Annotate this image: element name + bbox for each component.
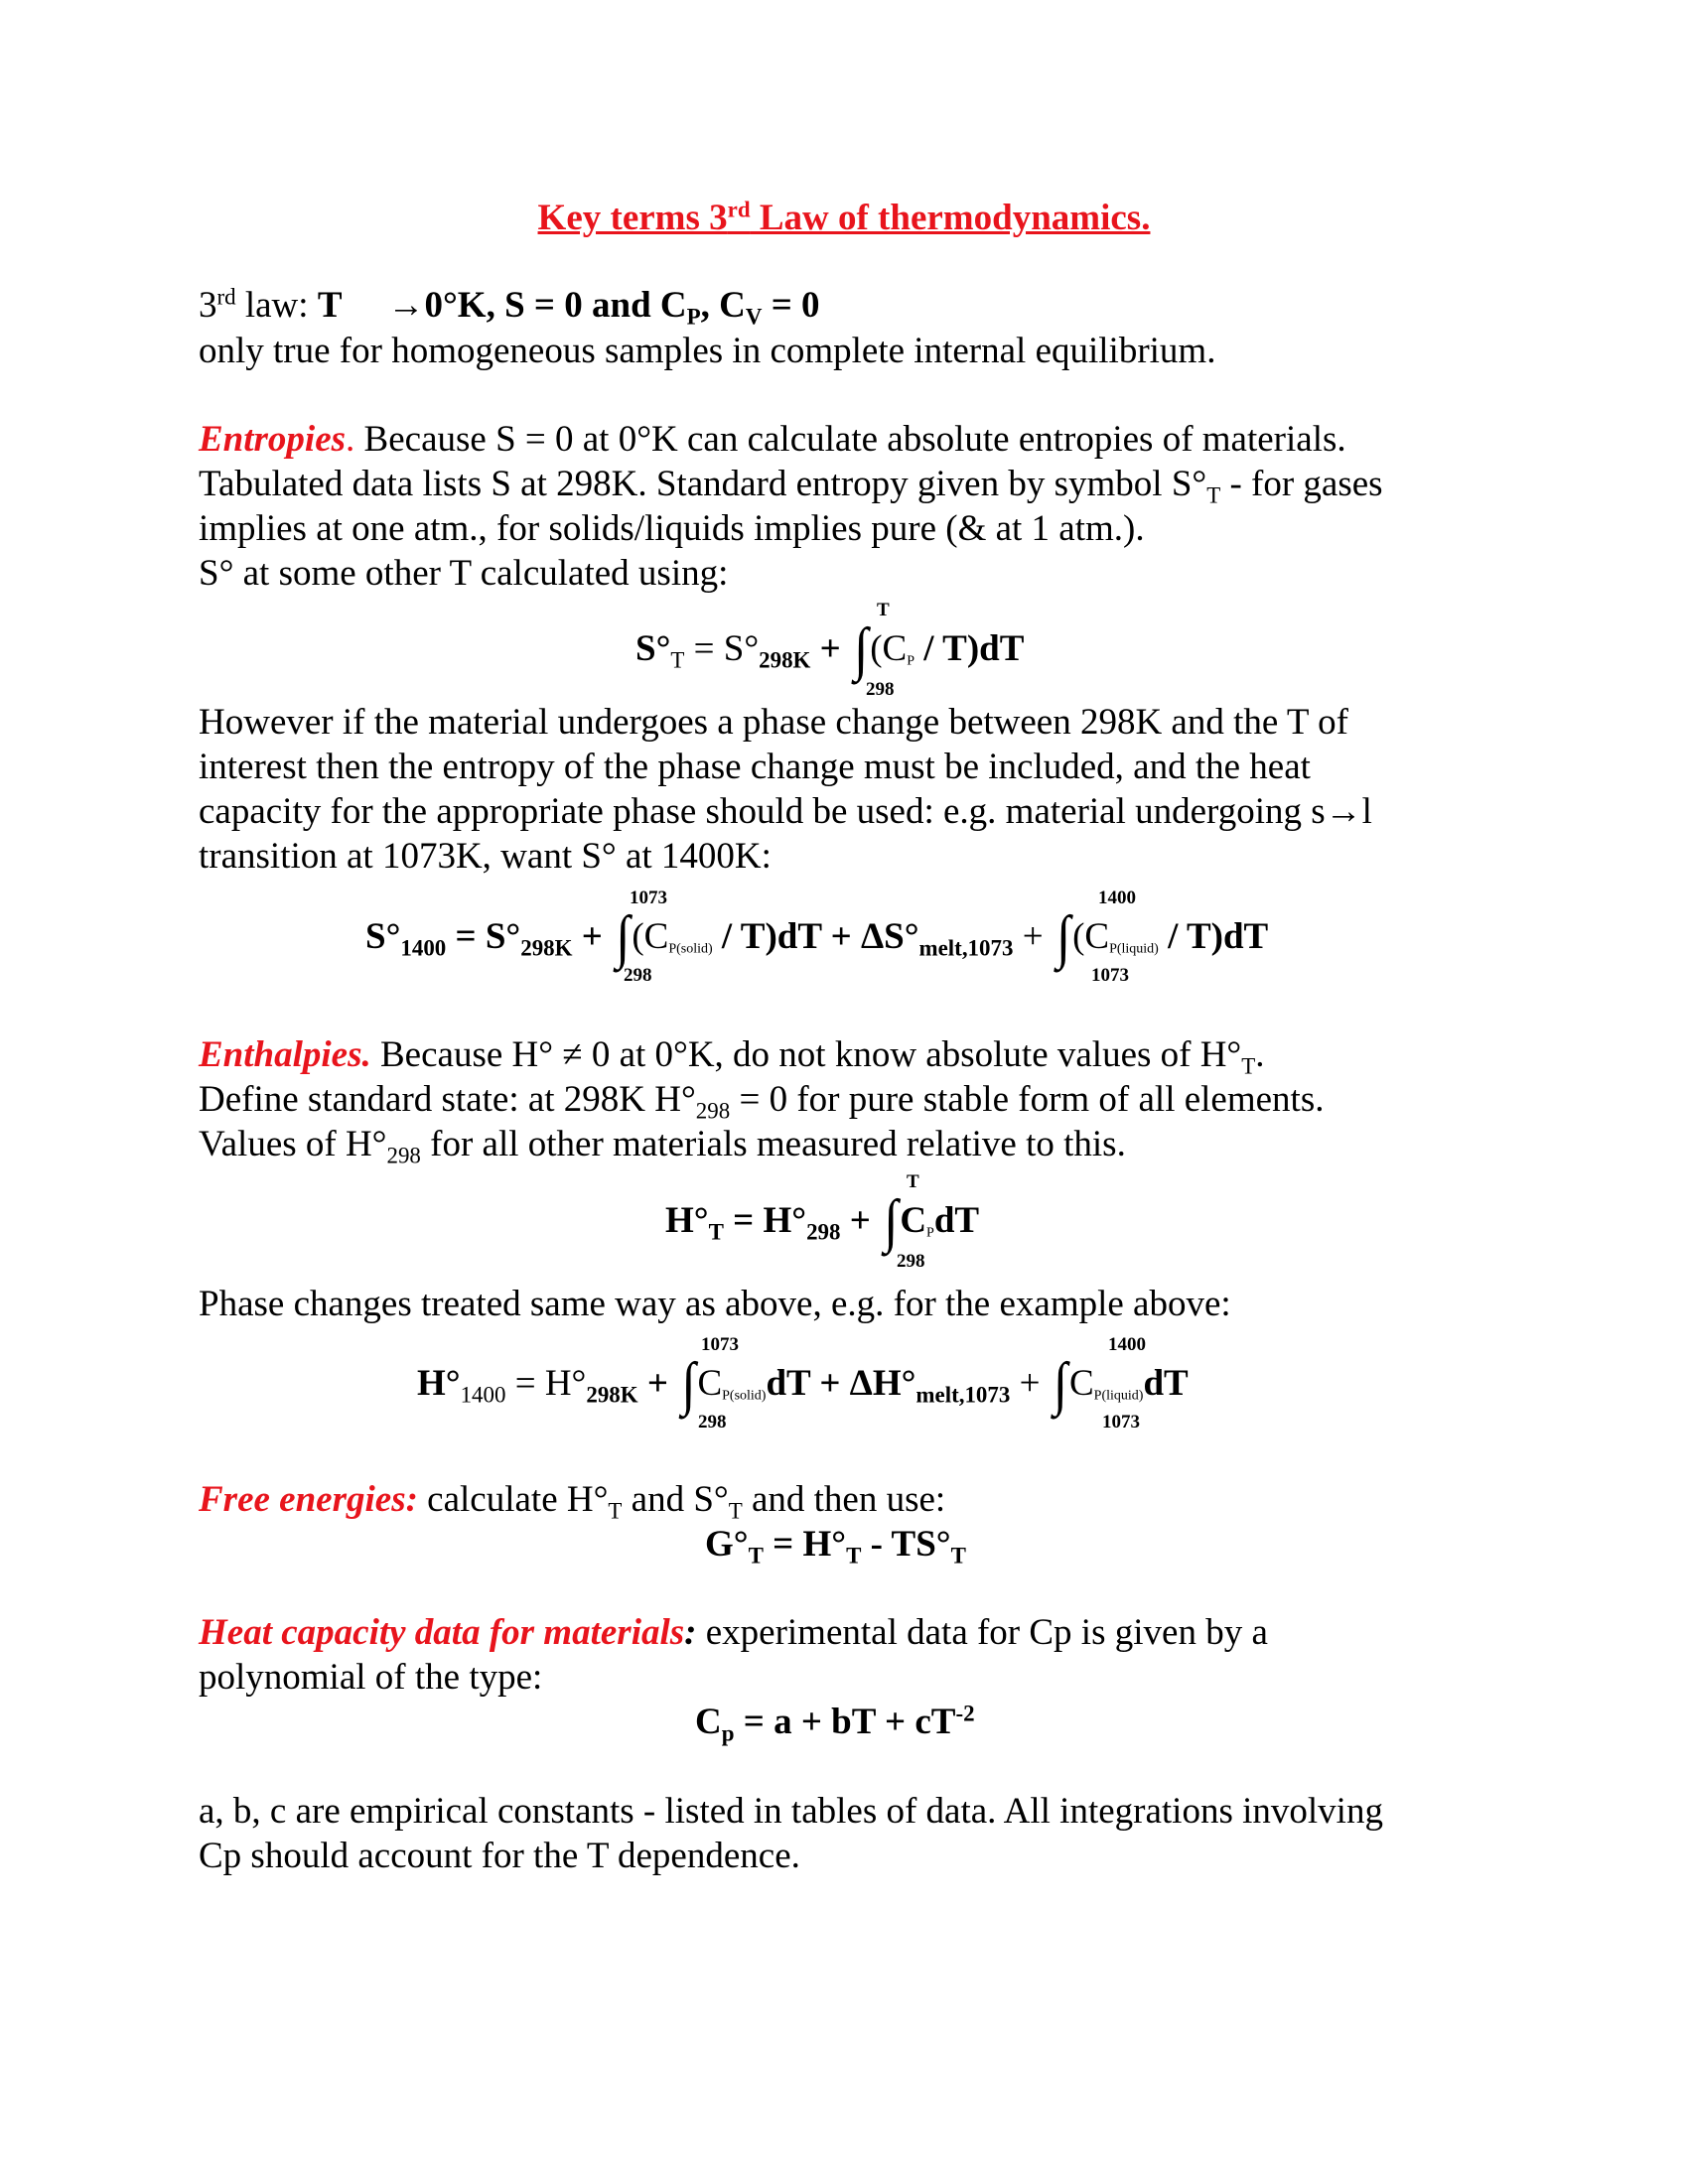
eq-cp-sub: p <box>721 1720 735 1746</box>
eq-integrand-2-sub: P(liquid) <box>1093 1388 1144 1404</box>
title-text-rest: Law of thermodynamics. <box>750 198 1151 238</box>
eq-equals: = H° <box>505 1363 587 1404</box>
page-title <box>0 197 1688 239</box>
eq-ref-sub: 298 <box>806 1219 841 1245</box>
entropies-para2-line-1: However if the material undergoes a phase change between 298K and the T of <box>199 702 1348 743</box>
integral-lower-limit: 298 <box>897 1251 925 1272</box>
enthalpies-line-2 <box>199 1078 1325 1122</box>
integral-sign-icon: ∫ <box>853 616 869 683</box>
arrow-right-icon: → <box>387 285 425 326</box>
enthalpies-text-2b: = 0 for pure stable form of all elements. <box>730 1079 1325 1120</box>
integral-1-lower-limit: 298 <box>624 965 652 986</box>
enthalpies-heading-dot: . <box>361 1034 371 1075</box>
enthalpies-line-3 <box>199 1123 1126 1166</box>
entropy-equation <box>635 616 1025 683</box>
free-energies-sub-t: T <box>728 1498 743 1524</box>
eq-integrand-2-rest: / T)dT <box>1158 916 1269 957</box>
eq-ref-sub: 298K <box>759 647 811 673</box>
eq-lhs-sub: T <box>708 1219 724 1245</box>
eq-integrand-rest: / T)dT <box>914 628 1025 669</box>
free-energies-line-1 <box>199 1478 945 1522</box>
integral-2-lower-limit: 1073 <box>1102 1412 1140 1433</box>
heat-capacity-line-1 <box>199 1611 1268 1655</box>
entropies-text-2b: - for gases <box>1220 464 1383 504</box>
third-law-equals-zero: = 0 <box>762 285 820 326</box>
integral-sign-icon: ∫ <box>1055 904 1071 971</box>
heat-capacity-heading: Heat capacity data for materials <box>199 1612 685 1653</box>
integral-upper-limit: T <box>877 600 890 620</box>
eq-plus: + <box>810 628 850 669</box>
eq-lhs: G° <box>705 1524 749 1565</box>
integral-lower-limit: 298 <box>866 679 895 700</box>
eq-delta-s: + ΔS° <box>821 916 919 957</box>
integral-1-lower-limit: 298 <box>698 1412 727 1433</box>
enthalpies-text-2: Define standard state: at 298K H° <box>199 1079 696 1120</box>
integral-upper-limit: T <box>907 1171 919 1192</box>
entropies-sub-t: T <box>1206 482 1221 508</box>
arrow-right-icon: → <box>1325 791 1362 832</box>
enthalpies-text-1b: . <box>1255 1034 1265 1075</box>
third-law-conditions: 0°K, S = 0 and C <box>424 285 687 326</box>
third-law-cv-sub: V <box>745 304 763 330</box>
entropies-para2-text-3b: l <box>1361 791 1372 832</box>
eq-lhs-sub: T <box>748 1543 764 1569</box>
entropies-line-1 <box>199 418 1346 462</box>
eq-lhs-sub: 1400 <box>460 1382 506 1408</box>
eq-integrand-2: C <box>1068 1363 1094 1404</box>
third-law-number: 3 <box>199 285 217 326</box>
integral-sign-icon: ∫ <box>616 904 631 971</box>
free-energies-text-3: and then use: <box>742 1479 946 1520</box>
eq-integrand-1: (C <box>632 916 669 957</box>
free-energies-text-1: calculate H° <box>417 1479 609 1520</box>
heat-capacity-equation <box>695 1701 975 1744</box>
eq-integrand: (C <box>870 628 908 669</box>
enthalpies-heading: Enthalpies <box>199 1034 362 1075</box>
eq-integrand-sub: P <box>926 1225 934 1241</box>
eq-melt-sub: melt,1073 <box>918 935 1014 961</box>
entropies-line-4: S° at some other T calculated using: <box>199 553 729 594</box>
entropies-text-2: Tabulated data lists S at 298K. Standard entropy given by symbol S° <box>199 464 1207 504</box>
enthalpies-sub-t: T <box>1241 1053 1256 1079</box>
enthalpies-text-1: Because H° ≠ 0 at 0°K, do not know absolute values of H° <box>370 1034 1242 1075</box>
eq-exponent: -2 <box>955 1701 975 1726</box>
eq-integrand-rest: dT <box>933 1200 980 1241</box>
heat-capacity-line-2: polynomial of the type: <box>199 1657 543 1698</box>
integral-2-lower-limit: 1073 <box>1091 965 1129 986</box>
third-law-statement <box>199 284 820 328</box>
eq-integrand-1-rest: dT <box>766 1363 811 1404</box>
entropies-heading-dot: . <box>346 419 355 460</box>
integral-1-upper-limit: 1073 <box>701 1334 739 1355</box>
integral-1-upper-limit: 1073 <box>630 887 667 908</box>
enthalpies-sub-298: 298 <box>386 1143 421 1168</box>
integral-sign-icon: ∫ <box>681 1351 696 1418</box>
heat-capacity-text-1: experimental data for Cp is given by a <box>696 1612 1268 1653</box>
eq-plus: + <box>1010 1363 1050 1404</box>
gibbs-equation <box>705 1523 966 1567</box>
entropies-para2-line-2: interest then the entropy of the phase change must be included, and the heat <box>199 747 1311 787</box>
entropies-heading: Entropies <box>199 419 347 460</box>
entropy-phase-equation <box>365 904 1269 971</box>
enthalpy-equation <box>665 1188 980 1255</box>
entropies-para2-line-4: transition at 1073K, want S° at 1400K: <box>199 836 772 877</box>
eq-ref-sub: 298K <box>520 935 573 961</box>
heat-capacity-colon: : <box>684 1612 697 1653</box>
enthalpy-phase-equation <box>417 1351 1189 1418</box>
entropies-para2-text-3: capacity for the appropriate phase should be used: e.g. material undergoing s <box>199 791 1326 832</box>
eq-polynomial: = a + bT + cT <box>734 1702 956 1742</box>
enthalpies-sub-298: 298 <box>695 1098 731 1124</box>
eq-integrand: C <box>900 1200 927 1241</box>
title-text: Key terms 3 <box>537 198 728 238</box>
eq-equals: = S° <box>684 628 760 669</box>
eq-equals: = S° <box>446 916 521 957</box>
eq-integrand-1-sub: P(solid) <box>668 941 713 957</box>
third-law-label: law: <box>235 285 318 326</box>
enthalpies-line-1 <box>199 1033 1265 1077</box>
eq-melt-sub: melt,1073 <box>915 1382 1011 1408</box>
third-law-note: only true for homogeneous samples in complete internal equilibrium. <box>199 331 1216 371</box>
entropies-text-1: Because S = 0 at 0°K can calculate absolute entropies of materials. <box>354 419 1346 460</box>
eq-lhs-sub: 1400 <box>400 935 447 961</box>
integral-2-upper-limit: 1400 <box>1098 887 1136 908</box>
eq-ts-term: - TS° <box>861 1524 951 1565</box>
eq-delta-h: + ΔH° <box>810 1363 916 1404</box>
integral-sign-icon: ∫ <box>884 1188 899 1255</box>
eq-s-sub: T <box>950 1543 966 1569</box>
integral-sign-icon: ∫ <box>1053 1351 1067 1418</box>
free-energies-text-2: and S° <box>622 1479 729 1520</box>
eq-integrand-2-sub: P(liquid) <box>1109 941 1159 957</box>
third-law-sup: rd <box>216 284 236 310</box>
third-law-cp-sub: P <box>686 304 701 330</box>
eq-integrand-1-sub: P(solid) <box>722 1388 767 1404</box>
eq-cp: C <box>695 1702 722 1742</box>
eq-h-sub: T <box>846 1543 862 1569</box>
enthalpies-text-3b: for all other materials measured relative to this. <box>420 1124 1126 1164</box>
enthalpies-line-4: Phase changes treated same way as above, e.g. for the example above: <box>199 1284 1231 1324</box>
eq-lhs: H° <box>417 1363 461 1404</box>
entropies-line-2 <box>199 463 1383 506</box>
eq-integrand-2: (C <box>1072 916 1110 957</box>
third-law-cv: , C <box>700 285 746 326</box>
eq-lhs: H° <box>665 1200 709 1241</box>
eq-plus: + <box>840 1200 881 1241</box>
integral-2-upper-limit: 1400 <box>1108 1334 1146 1355</box>
eq-lhs: S° <box>365 916 401 957</box>
eq-plus: + <box>572 916 613 957</box>
free-energies-sub-t: T <box>608 1498 623 1524</box>
eq-integrand-2-rest: dT <box>1143 1363 1189 1404</box>
entropies-line-3: implies at one atm., for solids/liquids implies pure (& at 1 atm.). <box>199 508 1145 549</box>
eq-integrand-1-rest: / T)dT <box>712 916 822 957</box>
eq-lhs-sub: T <box>670 647 685 673</box>
eq-integrand-sub: P <box>907 653 915 669</box>
entropies-para2-line-3 <box>199 790 1372 834</box>
title-superscript: rd <box>727 197 751 222</box>
eq-plus: + <box>637 1363 678 1404</box>
eq-h-term: = H° <box>763 1524 847 1565</box>
eq-ref-sub: 298K <box>586 1382 638 1408</box>
eq-integrand-1: C <box>697 1363 723 1404</box>
enthalpies-text-3: Values of H° <box>199 1124 387 1164</box>
free-energies-heading: Free energies: <box>199 1479 418 1520</box>
eq-lhs: S° <box>635 628 671 669</box>
third-law-T: T <box>317 285 343 326</box>
eq-plus: + <box>1013 916 1053 957</box>
heat-capacity-line-3: a, b, c are empirical constants - listed in tables of data. All integrations involving <box>199 1791 1383 1832</box>
heat-capacity-line-4: Cp should account for the T dependence. <box>199 1836 800 1876</box>
eq-equals: = H° <box>723 1200 807 1241</box>
